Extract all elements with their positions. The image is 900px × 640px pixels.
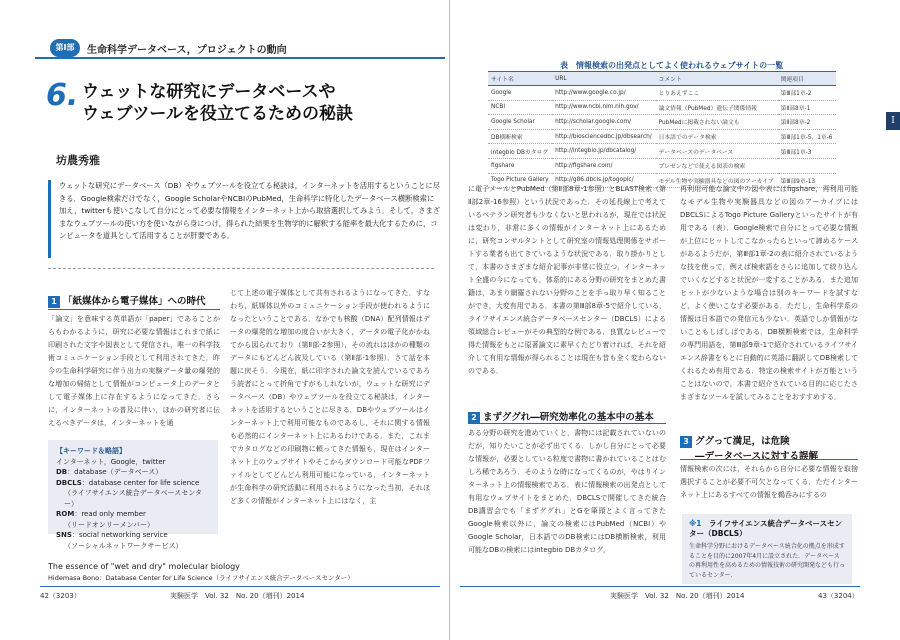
- section-number: 1: [48, 296, 60, 308]
- abbreviation-term: SNS: [56, 531, 72, 539]
- table-cell: 第Ⅲ部1章-3: [778, 144, 836, 159]
- part-index-tab: Ⅰ: [886, 112, 900, 130]
- section-rule: [680, 459, 858, 460]
- page-gutter: [449, 0, 450, 640]
- abbreviation-item: ROM：read only member: [56, 510, 146, 518]
- table-cell: DB横断検索: [488, 129, 552, 144]
- footnote-heading: ライフサイエンス統合データベースセンター（DBCLS）: [689, 519, 843, 538]
- table-cell: 第Ⅱ部8章-2: [778, 115, 836, 130]
- table-cell: データベースのデータベース: [656, 144, 778, 159]
- table-cell: http://biosciencedbc.jp/dbsearch/: [552, 129, 655, 144]
- table-cell: Google: [488, 86, 552, 101]
- abbreviation-item: [56, 488, 210, 509]
- body-text-right-col1b: ある分野の研究を進めていくと，書物には記載されていないのだが，知りたいことが必ず出てくる．しかし自分にとって必要な情報が，必要としている粒度で書物に書かれていることはむしろ稀であろう．そのような時になってくるのが，やはりインターネット上の情報検索である．表に情報検索の出発点として有用なウェブサイトをまとめた．DBCLSで開催してきた統合DB講習会でも「まずググれ」とGを筆頭とよく言ってきたGoogle検索以外に，論文の検索にはPubMed（NCBI）やGoogle Scholar，日本語でのDB検索にはDB横断検索，利用可能なDBの検索にはintegbio DBカタログ，: [468, 429, 666, 554]
- english-author: Hidemasa Bono：Database Center for Life Science（ライフサイエンス統合データベースセンター）: [48, 574, 354, 582]
- table-caption: [560, 60, 783, 71]
- english-title: The essence of "wet and dry" molecular biology: [48, 562, 240, 571]
- table-label: 表: [560, 61, 568, 70]
- abbreviation-desc: database（データベース）: [74, 468, 163, 476]
- table-cell: PubMedに掲載されない論文も: [656, 115, 778, 130]
- section-title: ググって満足，は危険: [695, 436, 790, 447]
- table-row: [488, 100, 836, 115]
- abstract-divider: [48, 268, 434, 269]
- table-cell: 第Ⅲ部1章-5，1章-6: [778, 129, 836, 144]
- table-cell: http://g86.dbcls.jp/togopic/: [552, 173, 655, 188]
- author-name: 坊農秀雅: [56, 154, 100, 167]
- journal-info-left: 実験医学 Vol. 32 No. 20（増刊）2014: [170, 592, 305, 600]
- abbreviation-item: DBCLS：database center for life science: [56, 478, 200, 487]
- section-number: 3: [680, 436, 692, 448]
- abstract: ウェットな研究にデータベース（DB）やウェブツールを役立てる秘訣は，インターネットを活用するということに尽きる．Google検索だけでなく，Google ScholarやNCBIのPubMed，生命科学に特化したデータベース横断検索に加え，twitterも使いこなして自分にとって必要な情報をインターネット上から取捨選択してみよう．そして，さまざまなウェブツールの使い方を使いながら身につけ，得られた結果を生物学的に解釈する能率を最大化するために，コンピュータを道具として活用することが肝要である．: [48, 180, 441, 258]
- abbreviation-desc: （ライフサイエンス統合データベースセンター）: [64, 489, 202, 508]
- abbreviation-desc: （ソーシャルネットワークサービス）: [64, 541, 183, 550]
- abbreviation-item: [56, 541, 210, 552]
- table-cell: Google Scholar: [488, 115, 552, 130]
- table-title: 情報検索の出発点としてよく使われるウェブサイトの一覧: [576, 61, 784, 70]
- table-body: [488, 86, 836, 188]
- section-rule: [48, 309, 220, 310]
- page-number-left: 42（3203）: [40, 592, 81, 600]
- section-heading-2: [468, 409, 654, 424]
- abbreviation-item: DB：database（データベース）: [56, 468, 163, 476]
- table-row: [488, 86, 836, 101]
- footnote-box: [682, 514, 852, 584]
- table-cell: モデル生物や実験器具などの図のアーカイブ: [656, 173, 778, 188]
- table-cell: [778, 158, 836, 173]
- table-cell: NCBI: [488, 100, 552, 115]
- article-title: [82, 81, 432, 125]
- table-cell: プレゼンなどで使える図表の検索: [656, 158, 778, 173]
- table-cell: http://integbio.jp/dbcatalog/: [552, 144, 655, 159]
- table-row: [488, 129, 836, 144]
- table-cell: figshare: [488, 158, 552, 173]
- abbreviation-desc: （リードオンリーメンバー）: [64, 520, 154, 529]
- abbreviation-term: ROM: [56, 510, 75, 518]
- title-line-2: ウェブツールを役立てるための秘訣: [82, 104, 353, 124]
- footer-rule-left: [40, 586, 440, 587]
- table-cell: 第Ⅲ部9章-13: [778, 173, 836, 188]
- title-line-1: ウェットな研究にデータベースや: [82, 82, 336, 102]
- table-cell: http://www.google.co.jp/: [552, 86, 655, 101]
- section-heading-1: [48, 293, 206, 308]
- body-text-right-col2: 再利用可能な論文中の図や表にはfigshare，再利用可能なモデル生物や実験器具などの図のアーカイブにはDBCLSによるTogo Picture Galleryといったサイトが有用である（表）．Google検索で自分にとって必要な情報が上位にヒットしてこなかったらといって諦めるケースがあるようだが，第Ⅲ部1章-2の表に紹介されているような技を使って，例えば検索語をさらに追加して絞り込んでいくなどすると状況が一変することがある．また追加ヒットが少ないような場合は別のキーワードを試すなど，よく使いこなす必要がある．ただし，生命科学系の情報は日本語での発信元も少ない．英語でしか情報がないこともしばしばである．DB横断検索では，生命科学の専門用語を，第Ⅲ部9章-1で紹介されているライフサイエンス辞書をもとに自動的に英語に翻訳してDB検索してくれるため有用である．特定の検索サイトが万能ということはないので，本書で紹介されている目的に応じたさまざまなツールを試してみることをおすすめする．: [680, 185, 858, 401]
- table-cell: Togo Picture Gallery: [488, 173, 552, 188]
- section-rule: [468, 423, 666, 424]
- table-cell: 日本語でのデータ検索: [656, 129, 778, 144]
- section-heading-3: [680, 433, 818, 462]
- table-cell: http://www.ncbi.nlm.nih.gov/: [552, 100, 655, 115]
- keyword-box: [48, 440, 218, 550]
- footnote-number: ※1: [689, 519, 702, 528]
- abbreviation-desc: database center for life science: [88, 478, 200, 487]
- running-header: [35, 39, 895, 57]
- abbreviation-term: DBCLS: [56, 478, 82, 487]
- abbreviation-term: DB: [56, 468, 68, 476]
- table-cell: 論文情報（PubMed）遺伝子関係情報: [656, 100, 778, 115]
- abbreviation-desc: social networking service: [78, 531, 168, 539]
- part-title: 生命科学データベース，プロジェクトの動向: [87, 45, 287, 56]
- keyword-title: 【キーワード＆略語】: [56, 447, 126, 455]
- body-text-left-col1: 「論文」を意味する英単語が「paper」であることからもわかるように，研究に必要な情報はこれまで紙に印刷された文字や図表として発信され，唯一の科学技術コミュニケーション手段として利用されてきた．昨今の生命科学研究に伴う出力の実験データ量の爆発的な増加の帰結として情報がコンピュータ上のデータとして電子媒体上に存在するようになってきた．さらに，インターネットの普及に伴い，ほかの研究者に伝えるべきデータは，インターネットを通: [48, 315, 220, 427]
- table-header: コメント: [656, 72, 778, 86]
- body-text-left-col2: じて上述の電子媒体として共有されるようになってきた．すなわち，紙媒体以外のコミュニケーション手段が使われるようになったということである．なかでも核酸（DNA）配列情報はデータの爆発的な増加の度合いが大きく，データの電子化がかねてから図られており（第Ⅱ部-2参照），その流れはほかの種類のデータにもどんどん波及している（第Ⅱ部-1参照）．さて話を本題に戻そう．今現在，紙に印字された論文を読んでいるであろう読者にとって折角ですがもしれないが，ウェットな研究にデータベース（DB）やウェブツールを役立てる秘訣は，インターネットを活用するということに尽きる．DBやウェブツールはインターネット上で利用可能なものであるし，それに関する情報も必然的にインターネット上にあるわけである．また，これまでカタログなどの印刷物に頼ってきた情報も，現在はインターネット上のウェブサイトやそこからダウンロード可能なPDFファイルとしてどんどん利用可能になっている．インターネットが生命科学の研究活動に利用されるようになった当初，それほど多くの情報がインターネット上にはなく，主: [230, 289, 430, 505]
- section-subtitle: ―データベースに対する誤解: [695, 450, 819, 462]
- table-header: URL: [552, 72, 655, 86]
- table-cell: 第Ⅱ部8章-1: [778, 100, 836, 115]
- abbreviation-list: [56, 467, 210, 551]
- article-number: 6.: [46, 78, 79, 113]
- footnote-title: [689, 519, 845, 539]
- table-cell: 第Ⅲ部1章-2: [778, 86, 836, 101]
- abbreviation-item: SNS：social networking service: [56, 531, 168, 539]
- section-number: 2: [468, 412, 480, 424]
- body-text-right-col1a: に電子メールとPubMed（第Ⅱ部8章-1参照）とBLAST検索（第Ⅱ部2章-16参照）という状況であった．その延長線上で考えているベテラン研究者も少なくないと思われるが，現在では状況は変わり，非常に多くの情報がインターネット上にあるために，研究コンサルタントとして研究室の情報処理関係をサポートする業者も出てきているような状況である．取り掛かりとして，本書のさまざまな紹介記事が非常に役立つ，インターネット全盛の今になっても，体系的にある分野の研究をまとめた書籍は，あまり網羅されない分野のことを手っ取り早く知ることができ，大変有用である．本書の第Ⅲ部8章-5で紹介している，ライフサイエンス統合データベースセンター（DBCLS）による領域総合レビューがその典型的な例である．良質なレビューで得た情報をもとに原著論文に素早くたどり着ければ，それを紹介して有用な情報が得られることは現在も昔も全く変わらないのである．: [468, 185, 666, 375]
- table-header: サイト名: [488, 72, 552, 86]
- section-title: まずググれ―研究効率化の基本中の基本: [483, 412, 654, 423]
- abbreviation-desc: read only member: [81, 510, 146, 518]
- table-header: 関連項目: [778, 72, 836, 86]
- table-row: [488, 158, 836, 173]
- table-row: [488, 144, 836, 159]
- abbreviation-item: [56, 520, 210, 531]
- section-title: 「紙媒体から電子媒体」への時代: [63, 296, 206, 307]
- table-header-row: [488, 72, 836, 86]
- table-cell: http://figshare.com/: [552, 158, 655, 173]
- footer-rule-right: [460, 586, 860, 587]
- table-cell: とりあえずここ: [656, 86, 778, 101]
- table-row: [488, 115, 836, 130]
- journal-info-right: 実験医学 Vol. 32 No. 20（増刊）2014: [610, 592, 745, 600]
- table-cell: integbio DBカタログ: [488, 144, 552, 159]
- page-number-right: 43（3204）: [818, 592, 859, 600]
- body-text-right-col2b: 情報検索の次には，それらから自分に必要な情報を取捨選択することが必要不可欠となってくる．ただインターネット上にあるすべての情報を鵜呑みにするの: [680, 465, 858, 499]
- table-cell: http://scholar.google.com/: [552, 115, 655, 130]
- website-table: [488, 71, 836, 188]
- part-badge: 第Ⅰ部: [50, 39, 80, 57]
- header-rule: [35, 57, 445, 59]
- footnote-text: 生命科学分野におけるデータベース統合化の拠点を形成することを目的に2007年4月に設立された．データベースの再利用性を高めるための情報技術の研究開発なども行っているセンター．: [689, 543, 846, 579]
- keyword-terms: インターネット，Google，twitter: [56, 457, 166, 466]
